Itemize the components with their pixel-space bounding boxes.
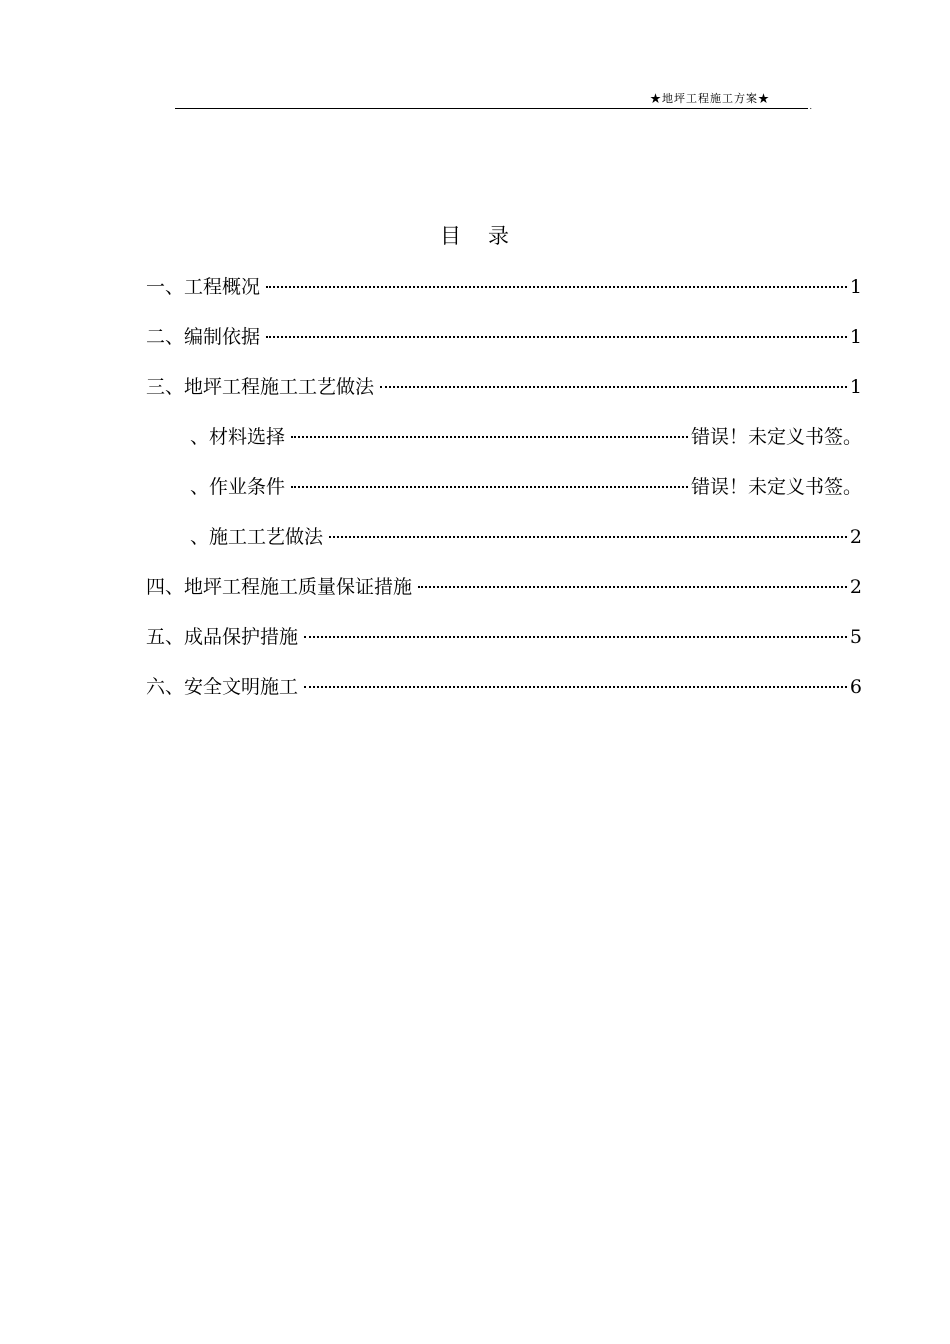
toc-entry-label: 二、编制依据 xyxy=(146,326,261,348)
toc-entry-label: 、材料选择 xyxy=(190,426,286,448)
toc-leader xyxy=(291,486,688,488)
toc-leader xyxy=(266,336,847,338)
toc-entry-label: 六、安全文明施工 xyxy=(146,676,299,698)
toc-title-right: 录 xyxy=(488,224,510,248)
toc-entry[interactable] xyxy=(146,670,862,720)
toc-entry-label: 三、地坪工程施工工艺做法 xyxy=(146,376,375,398)
toc-leader xyxy=(291,436,688,438)
toc-entry-page: 1 xyxy=(849,326,862,348)
toc-entry-page: 1 xyxy=(849,376,862,398)
toc-entry[interactable] xyxy=(146,370,862,420)
toc-subentry[interactable] xyxy=(146,520,862,570)
table-of-contents xyxy=(146,270,862,720)
toc-leader xyxy=(304,636,847,638)
toc-leader xyxy=(266,286,847,288)
toc-entry-page: 2 xyxy=(849,526,862,548)
toc-title-left: 目 xyxy=(440,224,462,248)
toc-title xyxy=(0,220,950,250)
toc-leader xyxy=(329,536,847,538)
toc-entry[interactable] xyxy=(146,320,862,370)
toc-entry-page: 错误！未定义书签。 xyxy=(690,426,862,448)
header-title: ★地坪工程施工方案★ xyxy=(650,92,770,105)
toc-subentry[interactable] xyxy=(146,470,862,520)
toc-entry[interactable] xyxy=(146,570,862,620)
toc-entry-page: 1 xyxy=(849,276,862,298)
toc-leader xyxy=(418,586,847,588)
toc-entry-label: 五、成品保护措施 xyxy=(146,626,299,648)
toc-entry-page: 错误！未定义书签。 xyxy=(690,476,862,498)
toc-entry-page: 5 xyxy=(849,626,862,648)
toc-entry[interactable] xyxy=(146,620,862,670)
header-dot: . xyxy=(809,102,812,111)
page-header xyxy=(175,88,812,111)
toc-entry[interactable] xyxy=(146,270,862,320)
toc-subentry[interactable] xyxy=(146,420,862,470)
toc-entry-label: 一、工程概况 xyxy=(146,276,261,298)
toc-leader xyxy=(304,686,847,688)
toc-entry-label: 四、地坪工程施工质量保证措施 xyxy=(146,576,413,598)
toc-leader xyxy=(380,386,847,388)
toc-entry-page: 2 xyxy=(849,576,862,598)
toc-entry-page: 6 xyxy=(849,676,862,698)
toc-entry-label: 、施工工艺做法 xyxy=(190,526,324,548)
toc-entry-label: 、作业条件 xyxy=(190,476,286,498)
